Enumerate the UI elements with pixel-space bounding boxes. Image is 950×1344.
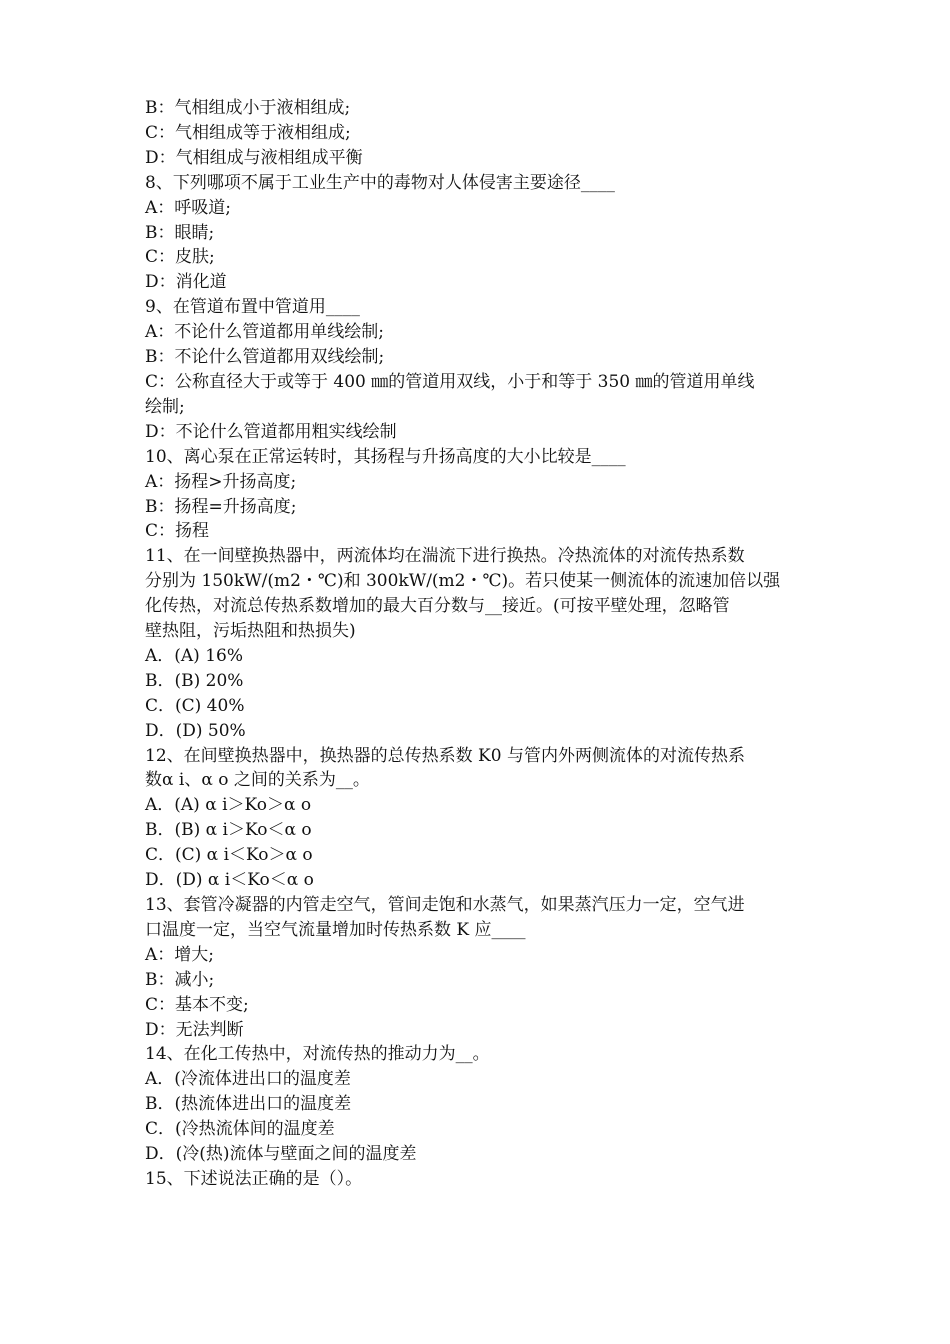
option-9a: A：不论什么管道都用单线绘制;: [145, 322, 385, 343]
option-7b: B：气相组成小于液相组成;: [145, 98, 351, 118]
option-13d: D：无法判断: [145, 1019, 244, 1040]
option-14c: C．(冷热流体间的温度差: [145, 1119, 335, 1140]
option-12b: B．(B) α i＞Ko＜α o: [145, 820, 312, 841]
option-7d: D：气相组成与液相组成平衡: [145, 147, 363, 168]
option-11d: D．(D) 50%: [145, 720, 246, 741]
question-8: 8、下列哪项不属于工业生产中的毒物对人体侵害主要途径____: [145, 172, 615, 193]
option-10b: B：扬程=升扬高度;: [145, 496, 297, 517]
option-12c: C．(C) α i＜Ko＞α o: [145, 845, 313, 866]
option-11a: A．(A) 16%: [145, 645, 244, 666]
question-11-line-3: 化传热，对流总传热系数增加的最大百分数与__接近。(可按平壁处理，忽略管: [145, 596, 730, 617]
question-12: 12、在间壁换热器中，换热器的总传热系数 K0 与管内外两侧流体的对流传热系: [145, 745, 745, 766]
option-7c: C：气相组成等于液相组成;: [145, 122, 351, 143]
option-13b: B：减小;: [145, 969, 215, 990]
option-9c: C：公称直径大于或等于 400 ㎜的管道用双线，小于和等于 350 ㎜的管道用单线: [145, 371, 755, 392]
option-13a: A：增大;: [145, 944, 215, 965]
question-14: 14、在化工传热中，对流传热的推动力为__。: [145, 1044, 490, 1065]
question-9: 9、在管道布置中管道用____: [145, 297, 360, 318]
option-9c-continued: 绘制;: [145, 396, 185, 417]
question-10: 10、离心泵在正常运转时，其扬程与升扬高度的大小比较是____: [145, 446, 626, 467]
option-13c: C：基本不变;: [145, 994, 249, 1015]
option-12a: A．(A) α i＞Ko＞α o: [145, 795, 312, 816]
option-14a: A．(冷流体进出口的温度差: [145, 1069, 351, 1090]
option-11c: C．(C) 40%: [145, 695, 245, 716]
option-14d: D．(冷(热)流体与壁面之间的温度差: [145, 1144, 417, 1165]
option-8a: A：呼吸道;: [145, 197, 232, 218]
question-13-line-2: 口温度一定，当空气流量增加时传热系数 K 应____: [145, 919, 526, 940]
option-9b: B：不论什么管道都用双线绘制;: [145, 347, 385, 368]
question-11: 11、在一间壁换热器中，两流体均在湍流下进行换热。冷热流体的对流传热系数: [145, 546, 745, 567]
option-10a: A：扬程>升扬高度;: [145, 471, 297, 492]
option-10c: C：扬程: [145, 521, 210, 542]
question-13: 13、套管冷凝器的内管走空气，管间走饱和水蒸气，如果蒸汽压力一定，空气进: [145, 895, 745, 915]
option-8c: C：皮肤;: [145, 247, 215, 268]
question-11-line-4: 壁热阻，污垢热阻和热损失): [145, 621, 356, 642]
option-8d: D：消化道: [145, 272, 227, 293]
option-8b: B：眼睛;: [145, 222, 215, 243]
question-12-line-2: 数α i、α o 之间的关系为__。: [145, 770, 370, 791]
option-11b: B．(B) 20%: [145, 670, 244, 691]
option-12d: D．(D) α i＜Ko＜α o: [145, 870, 314, 891]
option-9d: D：不论什么管道都用粗实线绘制: [145, 421, 397, 442]
option-14b: B．(热流体进出口的温度差: [145, 1094, 352, 1115]
question-15: 15、下述说法正确的是（）。: [145, 1168, 363, 1189]
question-11-line-2: 分别为 150kW/(m2・℃)和 300kW/(m2・℃)。若只使某一侧流体的流速加倍以强: [145, 571, 781, 592]
document-page: [145, 96, 817, 1192]
